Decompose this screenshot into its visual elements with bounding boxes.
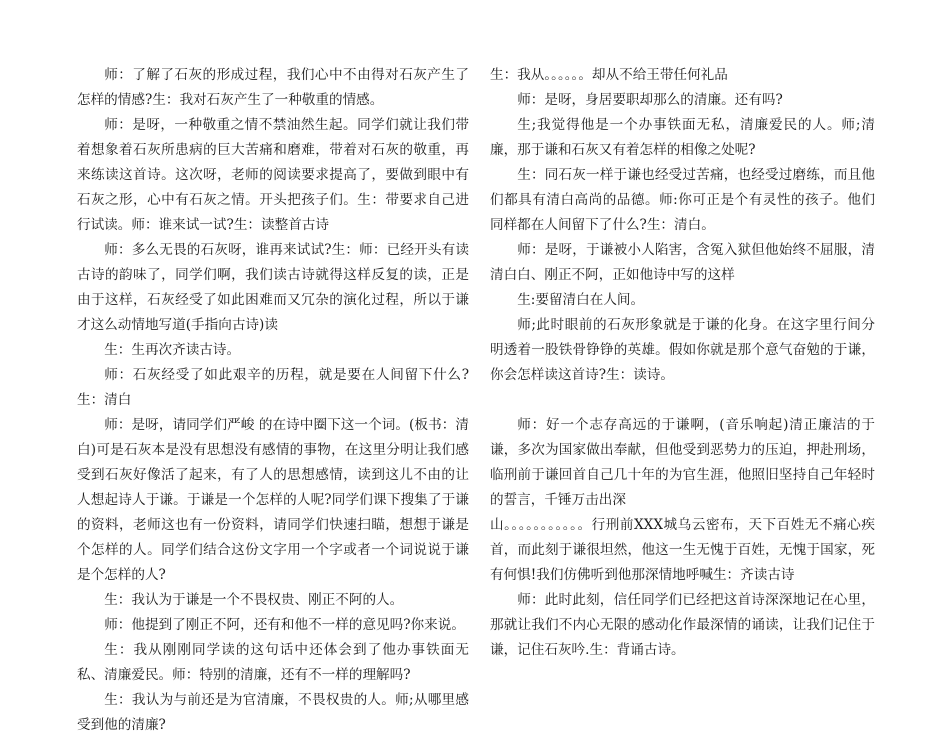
- paragraph: 师：石灰经受了如此艰辛的历程，就是要在人间留下什么?生：清白: [77, 367, 469, 408]
- paragraph: 生:要留清白在人间。: [517, 292, 645, 308]
- paragraph: 生：我认为于谦是一个不畏权贵、刚正不阿的人。: [104, 592, 404, 608]
- blank-line: [490, 388, 875, 413]
- paragraph: 师：是呀，请同学们严峻 的在诗中圈下这一个词。(板书：清白)可是石灰本是没有思想没有感情的事物，在这里分明让我们感受到石灰好像活了起来，有了人的思想感情，读到这儿不由的让人想起诗人于谦。于谦是一个怎样的人呢?同学们课下搜集了于谦的资料，老师这也有一份资料，请同学们快速扫瞄，想想于谦是个怎样的人。同学们结合这份文字用一个字或者一个词说说于谦是个怎样的人?: [77, 417, 469, 583]
- paragraph: 师：多么无畏的石灰呀，谁再来试试?生：师：已经开头有读古诗的韵味了，同学们啊，我们读古诗就得这样反复的读，正是由于这样，石灰经受了如此困难而又冗杂的演化过程，所以于谦才这么动情地写道(手指向古诗)读: [77, 242, 469, 333]
- paragraph: 师：是呀，于谦被小人陷害，含冤入狱但他始终不屈服，清清白白、刚正不阿，正如他诗中写的这样: [490, 242, 875, 283]
- paragraph: 生：我从刚刚同学读的这句话中还体会到了他办事铁面无私、清廉爱民。师：特别的清廉，还有不一样的理解吗?: [77, 642, 469, 683]
- paragraph: 师：此时此刻，信任同学们已经把这首诗深深地记在心里，那就让我们不内心无限的感动化作最深情的诵读，让我们记住于谦，记住石灰吟.生：背诵古诗。: [490, 592, 875, 658]
- paragraph: 生：我从。。。。。。却从不给王带任何礼品: [490, 67, 728, 83]
- paragraph: 师：他提到了刚正不阿，还有和他不一样的意见吗?你来说。: [104, 617, 465, 633]
- paragraph: 生：生再次齐读古诗。: [104, 342, 241, 358]
- paragraph: 师：好一个志存高远的于谦啊，(音乐响起)清正廉洁的于谦，多次为国家做出奉献，但他受到恶势力的压迫，押赴刑场，临刑前于谦回首自己几十年的为官生涯，他照旧坚持自己年轻时的誓言，千锤万击出深: [490, 417, 875, 508]
- paragraph: 生;我觉得他是一个办事铁面无私，清廉爱民的人。师;清廉，那于谦和石灰又有着怎样的相像之处呢?: [490, 117, 875, 158]
- paragraph: 生：同石灰一样于谦也经受过苦痛，也经受过磨练，而且他们都具有清白高尚的品德。师:你可正是个有灵性的孩子。他们同样都在人间留下了什么?生：清白。: [490, 167, 875, 233]
- paragraph: 山。。。。。。。。。。。行刑前XXX城乌云密布，天下百姓无不痛心疾首，而此刻于谦很坦然，他这一生无愧于百姓，无愧于国家，死有何惧!我们仿佛听到他那深情地呼喊生：齐读古诗: [490, 517, 875, 583]
- paragraph: 生：我认为与前还是为官清廉，不畏权贵的人。师;从哪里感受到他的清廉?: [77, 692, 469, 733]
- paragraph: 师：是呀，一种敬重之情不禁油然生起。同学们就让我们带着想象着石灰所患病的巨大苦痛和磨难，带着对石灰的敬重，再来练读这首诗。这次呀，老师的阅读要求提高了，要做到眼中有石灰之形，心中有石灰之情。开头把孩子们。生：带要求自己进行试读。师：谁来试一试?生：读整首古诗: [77, 117, 469, 233]
- paragraph: 师：了解了石灰的形成过程，我们心中不由得对石灰产生了怎样的情感?生：我对石灰产生了一种敬重的情感。: [77, 67, 469, 108]
- left-column: [77, 63, 469, 738]
- paragraph: 师：是呀，身居要职却那么的清廉。还有吗?: [517, 92, 783, 108]
- right-column: [490, 63, 875, 663]
- paragraph: 师;此时眼前的石灰形象就是于谦的化身。在这字里行间分明透着一股铁骨铮铮的英雄。假如你就是那个意气奋勉的于谦，你会怎样读这首诗?生：读诗。: [490, 317, 875, 383]
